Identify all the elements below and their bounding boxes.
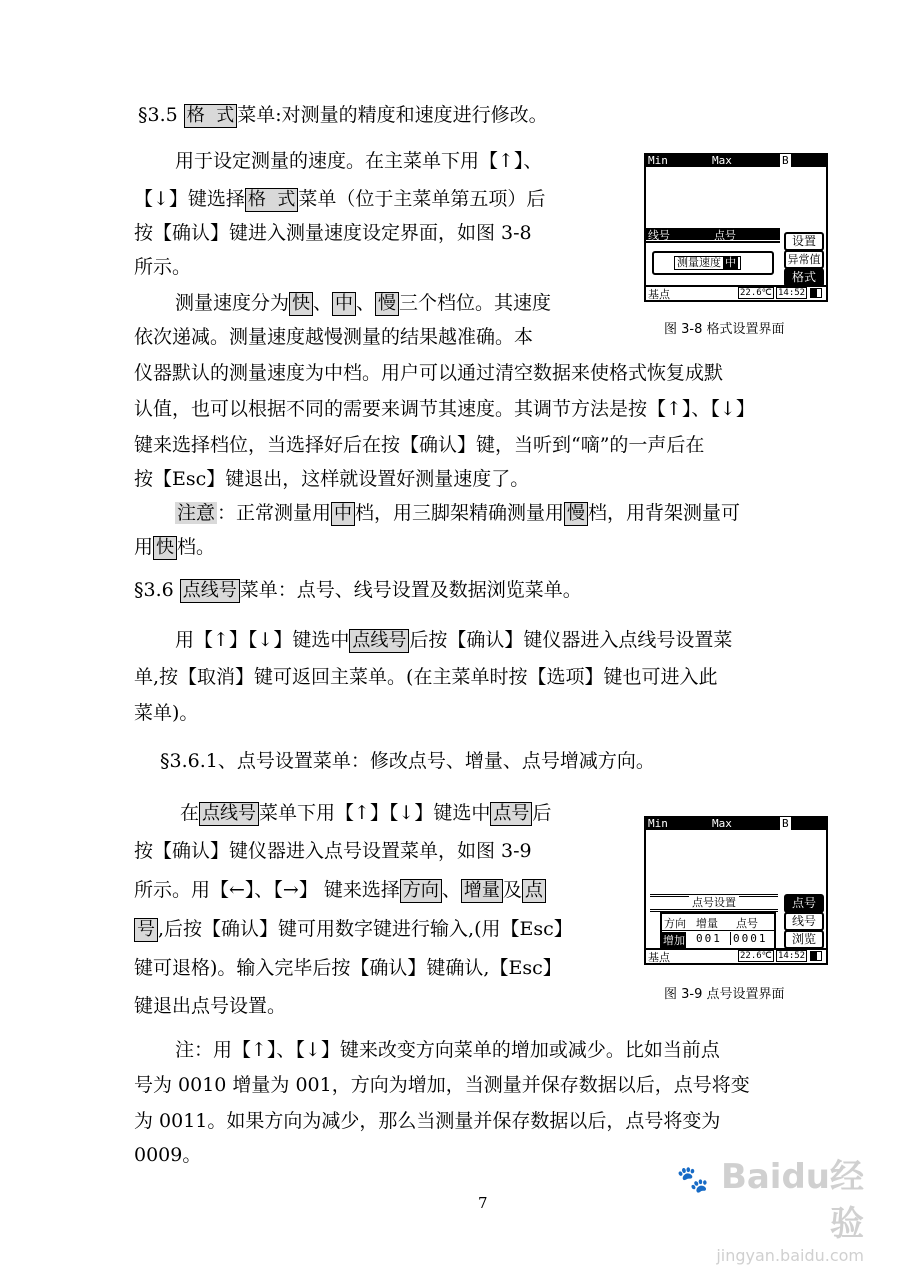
p4-line3: [134, 877, 546, 903]
p1-line2: [134, 186, 545, 212]
point-box: 号: [134, 918, 158, 942]
col-direction: 方向: [664, 917, 686, 930]
mid-box: 中: [332, 292, 356, 316]
speed-label: [674, 256, 741, 270]
text: 、: [441, 879, 461, 901]
base-label: 基点: [648, 288, 670, 301]
temperature: 22.6℃: [740, 951, 772, 961]
value-direction: 增加: [663, 934, 685, 947]
text: 后按【确认】键仪器进入点线号设置菜: [409, 629, 733, 651]
p4-line6: 键退出点号设置。: [134, 995, 287, 1017]
figure-3-9-caption: 图 3-9 点号设置界面: [664, 987, 785, 1002]
section-number: §3.6: [134, 579, 174, 601]
text: 档，用三脚架精确测量用: [355, 502, 565, 524]
paw-icon: 🐾: [676, 1165, 710, 1195]
abnormal-button: 异常值: [784, 250, 824, 269]
fast-box: 快: [153, 536, 177, 560]
value-increment: 001: [696, 932, 722, 945]
figure-3-9-screen: [644, 816, 828, 965]
text: 用: [134, 536, 154, 558]
watermark-logo: [664, 1155, 864, 1246]
battery-icon: [810, 288, 822, 298]
p1-line1: 用于设定测量的速度。在主菜单下用【↑】、: [175, 150, 543, 172]
temperature: 22.6℃: [740, 288, 772, 298]
text: ：正常测量用: [217, 502, 332, 524]
text: 用【↑】【↓】键选中: [175, 629, 350, 651]
note1-line2: [134, 534, 215, 560]
p4-line4: [134, 916, 573, 942]
watermark-brand: Baidu经验: [720, 1157, 864, 1244]
note2-line2: 号为 0010 增量为 001，方向为增加，当测量并保存数据以后，点号将变: [134, 1074, 750, 1096]
screen-top-bar: [646, 155, 826, 167]
section-number: §3.5: [138, 104, 178, 126]
base-label: 基点: [648, 951, 670, 964]
col-increment: 增量: [696, 917, 718, 930]
p2-line1: [175, 290, 551, 316]
text: 档。: [177, 536, 216, 558]
note1-line1: [175, 500, 740, 526]
section-3-6-heading: [134, 577, 582, 603]
slow-box: 慢: [375, 292, 399, 316]
point-button: 点号: [784, 894, 824, 913]
screen-status-bar: [646, 285, 826, 300]
text: 菜单（位于主菜单第五项）后: [298, 188, 546, 210]
section-text: 菜单：点号、线号设置及数据浏览菜单。: [239, 579, 582, 601]
p4-line5: 键可退格)。输入完毕后按【确认】键确认,【Esc】: [134, 957, 562, 979]
text: 档，用背架测量可: [588, 502, 741, 524]
mid-box: 中: [331, 502, 355, 526]
speed-label-text: 测量速度: [677, 256, 721, 269]
section-3-5-heading: [138, 102, 548, 128]
time: 14:52: [778, 951, 806, 961]
battery-icon: [810, 951, 822, 961]
increment-box: 增量: [461, 879, 503, 903]
point-box: 点: [522, 879, 546, 903]
max-label: Max: [712, 817, 732, 830]
time: 14:52: [778, 288, 806, 298]
min-label: Min: [648, 154, 668, 167]
min-label: Min: [648, 817, 668, 830]
section-text: 菜单:对测量的精度和速度进行修改。: [237, 104, 548, 126]
text: 、: [313, 292, 333, 314]
p2-line6: 按【Esc】键退出，这样就设置好测量速度了。: [134, 468, 530, 490]
b-label: B: [782, 154, 789, 167]
text: 测量速度分为: [175, 292, 290, 314]
screen-status-bar: [646, 948, 826, 963]
section-3-6-1-heading: §3.6.1、点号设置菜单：修改点号、增量、点号增减方向。: [160, 750, 655, 772]
format-menu-box: 格 式: [245, 188, 298, 212]
text: 【↓】键选择: [134, 188, 245, 210]
figure-3-8-caption: 图 3-8 格式设置界面: [664, 322, 785, 337]
slow-box: 慢: [564, 502, 588, 526]
page-number: 7: [478, 1194, 488, 1212]
p4-line2: 按【确认】键仪器进入点号设置菜单，如图 3-9: [134, 840, 532, 862]
point-line-menu-box: 点线号: [349, 629, 409, 653]
note-label: 注意: [177, 502, 216, 524]
p2-line2: 依次递减。测量速度越慢测量的结果越准确。本: [134, 326, 534, 348]
title-text: 点号设置: [689, 896, 739, 909]
p1-line3: 按【确认】键进入测量速度设定界面，如图 3-8: [134, 222, 532, 244]
text: 所示。用【←】、【→】 键来选择: [134, 879, 400, 901]
line-button: 线号: [784, 912, 824, 931]
watermark-url: jingyan.baidu.com: [716, 1246, 864, 1265]
point-number-box: 点号: [490, 802, 532, 826]
point-line-menu-box: 点线号: [199, 802, 259, 826]
note2-line1: 注：用【↑】、【↓】键来改变方向菜单的增加或减少。比如当前点: [175, 1039, 720, 1061]
text: 在: [180, 802, 200, 824]
row-divider: [662, 930, 774, 931]
format-menu-box: 格 式: [184, 104, 237, 128]
direction-box: 方向: [400, 879, 442, 903]
p3-line1: [175, 627, 732, 653]
point-label: 点号: [714, 229, 736, 242]
max-label: Max: [712, 154, 732, 167]
text: 菜单下用【↑】【↓】键选中: [259, 802, 491, 824]
setup-button: 设置: [784, 232, 824, 251]
line-point-bar: [646, 228, 780, 240]
text: 后: [532, 802, 552, 824]
p3-line3: 菜单)。: [134, 702, 199, 724]
screen-top-bar: [646, 818, 826, 830]
point-setting-title: [650, 894, 778, 912]
col-point: 点号: [736, 917, 758, 930]
text: 、: [356, 292, 376, 314]
note2-line3: 为 0011。如果方向为减少，那么当测量并保存数据以后，点号将变为: [134, 1110, 721, 1132]
fast-box: 快: [289, 292, 313, 316]
note2-line4: 0009。: [134, 1144, 202, 1166]
p1-line4: 所示。: [134, 256, 192, 278]
browse-button: 浏览: [784, 930, 824, 949]
p2-line5: 键来选择档位，当选择好后在按【确认】键，当听到“嘀”的一声后在: [134, 434, 705, 456]
text: 三个档位。其速度: [399, 292, 552, 314]
text: ,后按【确认】键可用数字键进行输入,(用【Esc】: [158, 918, 573, 940]
point-line-menu-box: 点线号: [180, 579, 240, 603]
text: 及: [502, 879, 522, 901]
b-label: B: [782, 817, 789, 830]
point-setting-table: [660, 912, 776, 950]
divider: [646, 241, 780, 243]
p3-line2: 单,按【取消】键可返回主菜单。(在主菜单时按【选项】键也可进入此: [134, 666, 718, 688]
value-point: 0001: [730, 932, 768, 945]
p2-line4: 认值，也可以根据不同的需要来调节其速度。其调节方法是按【↑】、【↓】: [134, 398, 755, 420]
p2-line3: 仪器默认的测量速度为中档。用户可以通过清空数据来使格式恢复成默: [134, 362, 724, 384]
speed-display: [652, 251, 774, 275]
line-label: 线号: [648, 229, 670, 242]
figure-3-8-screen: [644, 153, 828, 302]
watermark: [664, 1155, 864, 1265]
speed-value: 中: [725, 256, 736, 269]
p4-line1: [180, 800, 551, 826]
format-button: 格式: [784, 268, 824, 287]
